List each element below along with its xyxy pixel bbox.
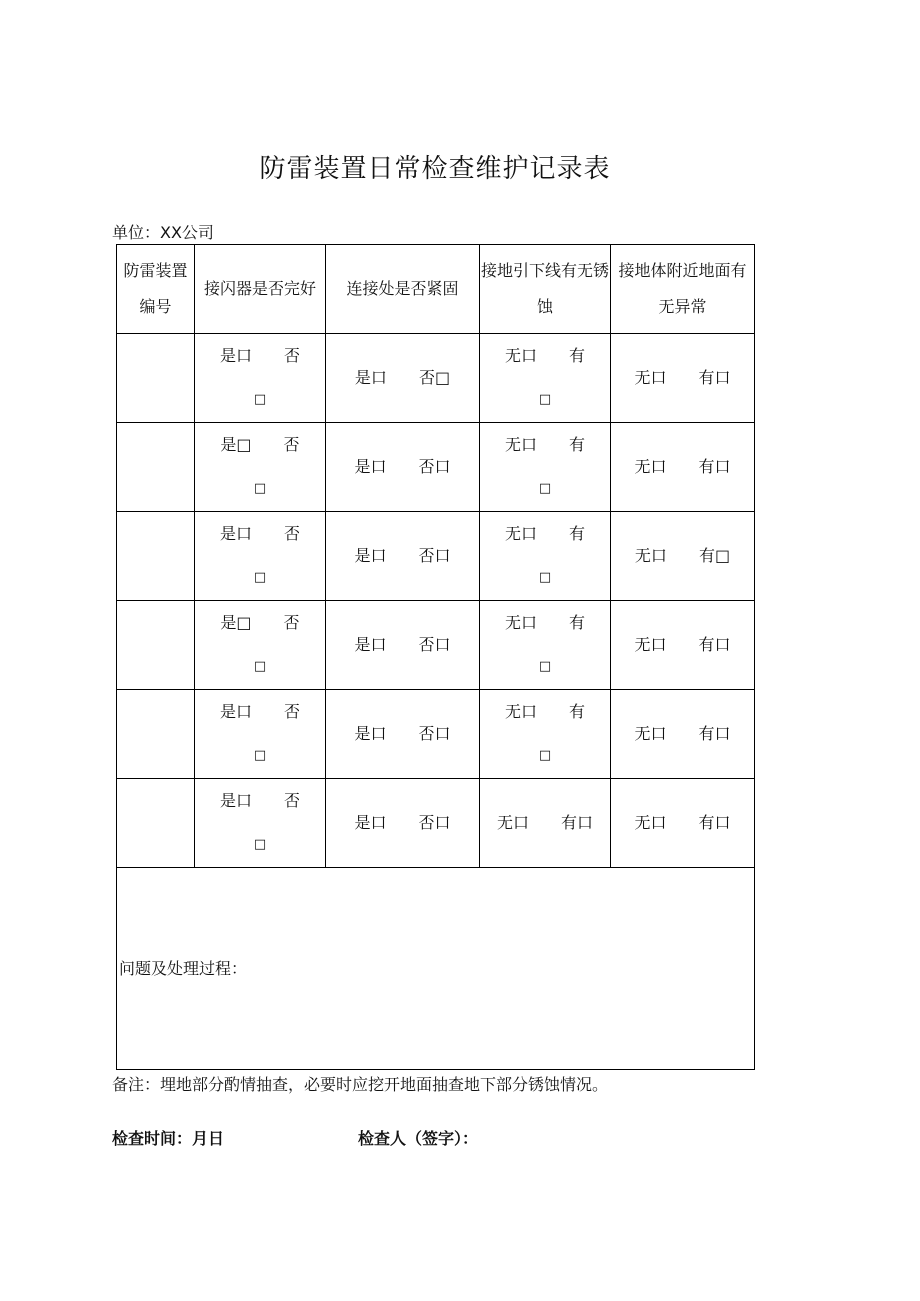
connection-cell[interactable]: 是口 否口 bbox=[326, 601, 480, 690]
table-row bbox=[117, 334, 755, 423]
table-row bbox=[117, 512, 755, 601]
header-device-id: 防雷装置编号 bbox=[117, 245, 195, 334]
device-id-cell[interactable] bbox=[117, 512, 195, 601]
connection-cell[interactable]: 是口 否口 bbox=[326, 512, 480, 601]
air-terminal-cell[interactable]: 是口 否 □ bbox=[195, 690, 326, 779]
inspection-table bbox=[116, 244, 755, 1070]
air-terminal-cell[interactable]: 是口 否 □ bbox=[195, 779, 326, 868]
device-id-cell[interactable] bbox=[117, 423, 195, 512]
header-air-terminal: 接闪器是否完好 bbox=[195, 245, 326, 334]
air-terminal-cell[interactable]: 是□ 否 □ bbox=[195, 601, 326, 690]
table-row bbox=[117, 423, 755, 512]
device-id-cell[interactable] bbox=[117, 334, 195, 423]
ground-area-cell[interactable]: 无口 有口 bbox=[611, 334, 755, 423]
remark-text: 备注：埋地部分酌情抽查，必要时应挖开地面抽查地下部分锈蚀情况。 bbox=[112, 1075, 609, 1094]
device-id-cell[interactable] bbox=[117, 690, 195, 779]
air-terminal-cell[interactable]: 是口 否 □ bbox=[195, 512, 326, 601]
header-ground-area: 接地体附近地面有无异常 bbox=[611, 245, 755, 334]
notes-cell[interactable] bbox=[117, 868, 755, 1070]
connection-cell[interactable]: 是口 否□ bbox=[326, 334, 480, 423]
header-connection: 连接处是否紧固 bbox=[326, 245, 480, 334]
connection-cell[interactable]: 是口 否口 bbox=[326, 779, 480, 868]
notes-row bbox=[117, 868, 755, 1070]
table-header-row bbox=[117, 245, 755, 334]
notes-label: 问题及处理过程： bbox=[119, 958, 248, 978]
inspection-time-label: 检查时间：月日 bbox=[112, 1129, 225, 1148]
header-down-conductor: 接地引下线有无锈蚀 bbox=[480, 245, 611, 334]
down-conductor-cell[interactable]: 无口 有 □ bbox=[480, 423, 611, 512]
connection-cell[interactable]: 是口 否口 bbox=[326, 690, 480, 779]
page-title: 防雷装置日常检查维护记录表 bbox=[259, 154, 611, 184]
table-row bbox=[117, 779, 755, 868]
device-id-cell[interactable] bbox=[117, 601, 195, 690]
down-conductor-cell[interactable]: 无口 有 □ bbox=[480, 512, 611, 601]
connection-cell[interactable]: 是口 否口 bbox=[326, 423, 480, 512]
ground-area-cell[interactable]: 无口 有口 bbox=[611, 690, 755, 779]
unit-label: 单位：XX公司 bbox=[112, 223, 214, 242]
device-id-cell[interactable] bbox=[117, 779, 195, 868]
ground-area-cell[interactable]: 无口 有□ bbox=[611, 512, 755, 601]
air-terminal-cell[interactable]: 是口 否 □ bbox=[195, 334, 326, 423]
down-conductor-cell[interactable]: 无口 有口 bbox=[480, 779, 611, 868]
ground-area-cell[interactable]: 无口 有口 bbox=[611, 779, 755, 868]
inspector-signature-label: 检查人（签字）： bbox=[358, 1129, 479, 1148]
table-row bbox=[117, 690, 755, 779]
table-row bbox=[117, 601, 755, 690]
ground-area-cell[interactable]: 无口 有口 bbox=[611, 601, 755, 690]
air-terminal-cell[interactable]: 是□ 否 □ bbox=[195, 423, 326, 512]
down-conductor-cell[interactable]: 无口 有 □ bbox=[480, 601, 611, 690]
ground-area-cell[interactable]: 无口 有口 bbox=[611, 423, 755, 512]
down-conductor-cell[interactable]: 无口 有 □ bbox=[480, 334, 611, 423]
down-conductor-cell[interactable]: 无口 有 □ bbox=[480, 690, 611, 779]
